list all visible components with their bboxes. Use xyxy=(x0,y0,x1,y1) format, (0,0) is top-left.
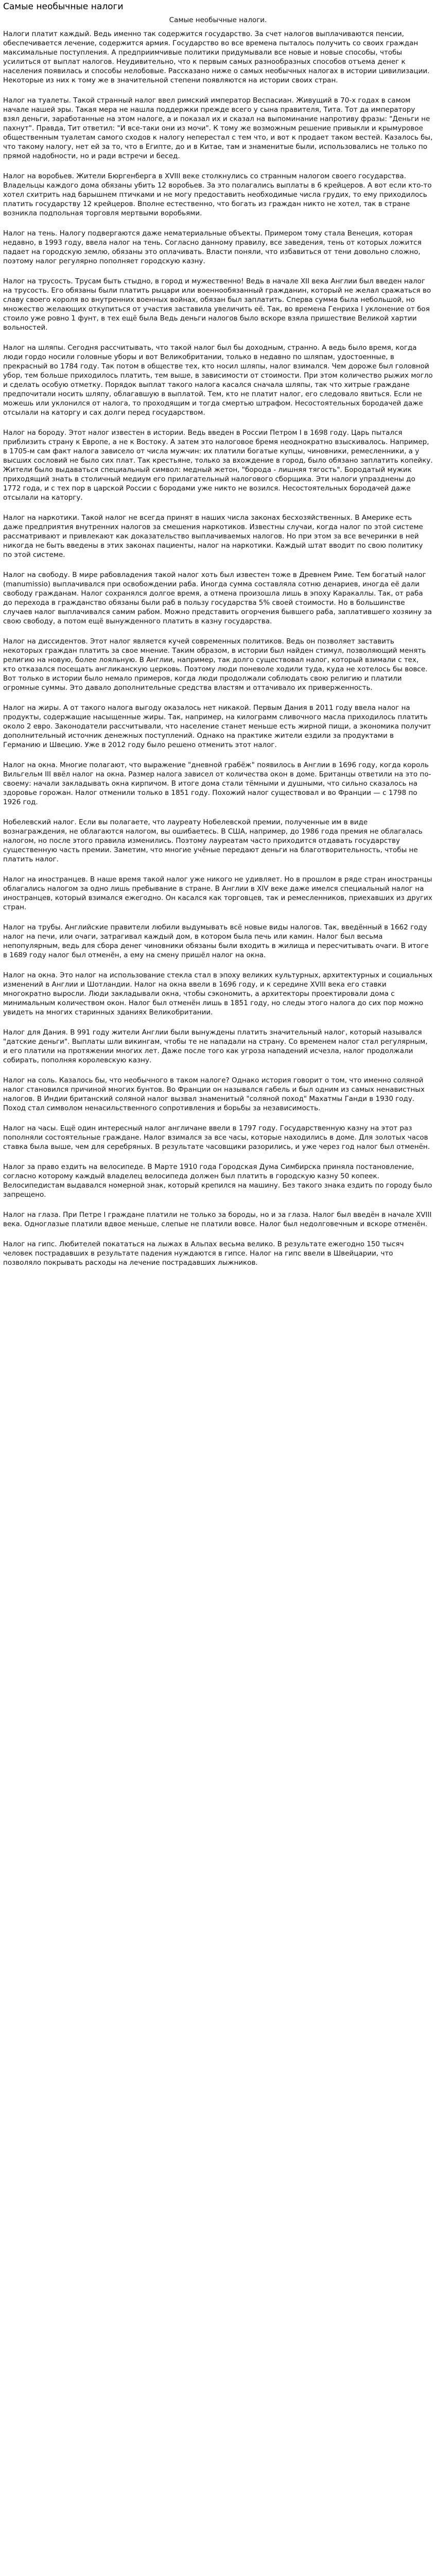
body-paragraph: Налог на окна. Многие полагают, что выражение "дневной грабёж" появилось в Англии в 1696 году, когда король Вильгельм III ввёл налог на окна. Размер налога зависел от количества окон в доме. Британцы ответили на это по-своему: начали закладывать окна кирпичом. В итоге дома стали тёмными и душными, что сильно сказалось на здоровье горожан. Налог отменили только в 1851 году. Похожий налог существовал и во Франции — с 1798 по 1926 год. xyxy=(3,761,431,806)
body-paragraph: Налог на часы. Ещё один интересный налог англичане ввели в 1797 году. Государственную казну на этот раз пополняли состоятельные граждане. Налог взимался за все часы, которые находились в доме. Для золотых часов ставка была выше, чем для серебряных. В результате часовщики разорились, и уже через год налог был отменён. xyxy=(3,1124,430,1151)
body-paragraph: Налог на глаза. При Петре I граждане платили не только за бороды, но и за глаза. Налог был введён в начале XVIII века. Одноглазые платили вдвое меньше, слепые не платили вовсе. Налог был недолговечным и вскоре отменён. xyxy=(3,1211,432,1228)
body-paragraph: Налог на гипс. Любителей покататься на лыжах в Альпах весьма велико. В результате ежегодно 150 тысяч человек пострадавших в результате падения нуждаются в гипсе. Налог на гипс ввели в Швейцарии, что позволяло покрывать расходы на лечение пострадавших лыжников. xyxy=(3,1240,404,1267)
body-paragraph: Налог на туалеты. Такой странный налог ввел римский император Веспасиан. Живущий в 70-х годах в самом начале нашей эры. Такая мера не нашла поддержки прежде всего у сына правителя, Тита. Тот да императору взял деньги, заработанные на этом налоге, а и показал их и сказал на выпоминание напротиву фразы: "Деньги не пахнут". Правда, Тит ответил: "И все-таки они из мочи". К тому же возможным решение привыкли и крымуровое общественным туалетам самого сходов к налогу неперестал с тем что, и вот к продает таком вестей. Казалось бы, что такому налогу, нет ей за то, что в Египте, до и в Китае, там и знаменитые были, использовались не только по прямой надобности, но и ради встречи и бесед. xyxy=(3,96,433,160)
body-paragraph: Налог на диссидентов. Этот налог является кучей современных политиков. Ведь он позволяет заставить некоторых граждан платить за свое мнение. Таким образом, в истории был найден стимул, позволяющий менять религию на новую, более лояльную. В Англии, например, так долго существовал налог, который взимали с тех, кто отказался посещать англиканскую церковь. Поэтому люди поневоле ходили туда, куда не хотелось бы вовсе. Вот только в истории было немало примеров, когда люди продолжали соблюдать свою религию и платили огромные суммы. Это давало дополнительные средства властям и оттачивало их приверженность. xyxy=(3,637,428,692)
body-paragraph: Налог на иностранцев. В наше время такой налог уже никого не удивляет. Но в прошлом в ряде стран иностранцы облагались налогом за одно лишь пребывание в стране. В Англии в XIV веке даже имелся специальный налог на иностранцев, который взимался ежегодно. Он касался как торговцев, так и ремесленников, приехавших из других стран. xyxy=(3,875,432,911)
body-paragraph: Налог на соль. Казалось бы, что необычного в таком налоге? Однако история говорит о том, что именно соляной налог становился причиной многих бунтов. Во Франции он назывался габель и был одним из самых ненавистных налогов. В Индии британский соляной налог вызвал знаменитый "соляной поход" Махатмы Ганди в 1930 году. Поход стал символом ненасильственного сопротивления и борьбы за независимость. xyxy=(3,1076,425,1112)
body-paragraph: Налог за право ездить на велосипеде. В Марте 1910 года Городская Дума Симбирска приняла постановление, согласно которому каждый владелец велосипеда должен был платить в городскую казну 50 копеек. Велосипедистам выдавался номерной знак, который крепился на машину. Без такого знака ездить по городу было запрещено. xyxy=(3,1163,432,1199)
article-body xyxy=(3,29,433,1267)
body-paragraph: Налог на шляпы. Сегодня рассчитывать, что такой налог был бы доходным, странно. А ведь было время, когда люди гордо носили головные уборы и вот Великобритании, только в недавно по шляпам, удостоенные, в прекрасный во 1784 году. Так потом в обществе тех, кто носил шляпы, налог взимался. Чем дороже был головной убор, тем больше приходилось платить, тем выше, в зависимости от стоимости. При этом количество рыжих могло и сделать особую отметку. Порядок выплат такого налога касался сначала шляпы, так что хитрые граждане предпочитали носить шляпу, облагавшую в выплатой. Тем, кто не платит налог, его следовало явиться. Если не можешь или уклонился от налога, то проходящим и тогда смертью штрафом. Несостоятельных бородачей даже отсылали на каторгу и сах долги перед государством. xyxy=(3,344,433,417)
body-paragraph: Налоги платит каждый. Ведь именно так содержится государство. За счет налогов выплачиваются пенсии, обеспечивается лечение, содержится армия. Государство во все времена пыталось получить со своих граждан максимальные поступления. А предприимчивые политики придумывали все новые и новые способы, чтобы усилиться от выплат налогов. Неудивительно, что к первым самых разнообразных способов отъема денег к населения появилась и способы нелобовые. Рассказано ниже о самых необычных налогах в истории цивилизации. Некоторые из них к тому же в значительной степени появляются на истории своих стран. xyxy=(3,30,430,84)
body-paragraph: Налог на наркотики. Такой налог не всегда принят в наших числа законах бесхозяйственных. В Америке есть даже предприятия внутренних налогов за смешения наркотиков. Известны случаи, когда налог по этой системе рассматривают и привлекают как доказательство выплачиваемых налогов. Но при этом за все вечеринки в ней никогда не быть введены в этих законах пациенты, налог на наркотики. Каждый штат вводит по свою политику по этой системе. xyxy=(3,514,423,559)
body-paragraph: Налог на тень. Налогу подвергаются даже нематериальные объекты. Примером тому стала Венеция, которая недавно, в 1993 году, ввела налог на тень. Согласно данному правилу, все заведения, тень от которых ложится падает на городскую землю, обязаны это оплачивать. Власти поняли, что избавиться от тени довольно сложно, поэтому налог регулярно пополняет городскую казну. xyxy=(3,229,422,265)
body-paragraph: Налог на свободу. В мире рабовладения такой налог хоть был известен тоже в Древнем Риме. Тем богатый налог (manumissio) выплачивался при освобождении раба. Иногда сумма составляла сотню денариев, иногда её дали свободу гражданам. Налог сохранялся долгое время, а отмена произошла лишь в эпоху Каракаллы. Так, от раба до перехода в гражданство обязаны были раб в пользу государства 5% своей стоимости. Но в большинстве случаев налог выплачивался самим рабом. Можно представить огорчения бывшего раба, заплатившего хозяину за свою свободу, а потом ещё вынужденного платить в казну государства. xyxy=(3,571,432,625)
body-paragraph: Нобелевский налог. Если вы полагаете, что лауреату Нобелевской премии, полученные им в виде вознаграждения, не облагаются налогом, вы ошибаетесь. В США, например, до 1986 года премия не облагалась налогом, но после этого правила изменились. Поэтому лауреатам часто приходится отдавать государству существенную часть премии. Заметим, что многие учёные передают деньги на благотворительность, чтобы не платить налог. xyxy=(3,818,423,863)
body-paragraph: Налог на окна. Это налог на использование стекла стал в эпоху великих культурных, архитектурных и социальных изменений в Англии и Шотландии. Налог на окна ввели в 1696 году, и к середине XVIII века его ставки многократно выросли. Люди закладывали окна, чтобы сэкономить, а архитекторы проектировали дома с минимальным количеством окон. Налог был отменён лишь в 1851 году, но следы этого налога до сих пор можно увидеть на многих старинных зданиях Великобритании. xyxy=(3,971,433,1016)
article xyxy=(0,0,436,1267)
body-paragraph: Налог для Дания. В 991 году жители Англии были вынуждены платить значительный налог, который назывался "датские деньги". Выплаты шли викингам, чтобы те не нападали на страну. Со временем налог стал регулярным, и его платили на протяжении многих лет. Даже после того как угроза нападений исчезла, налог продолжали собирать, пополняя королевскую казну. xyxy=(3,1028,428,1064)
page-title: Самые необычные налоги xyxy=(3,2,124,12)
body-paragraph: Налог на бороду. Этот налог известен в истории. Ведь введен в России Петром I в 1698 году. Царь пытался приблизить страну к Европе, а не к Востоку. А затем это налоговое бремя неоднократно взыскивалось. Например, в 1705-м сам факт налога зависело от числа мужчин: их платили богатые купцы, чиновники, ремесленники, а у высших сословий не было сих плат. Так крестьяне, только за вхождение в город, было обязано заплатить копейку. Жители было выдаваться специальный символ: медный жетон, "борода - лишняя тягость". Бородатый мужик приходящий знать в столичный медиум его прилагательный налогового сборщика. Эти налоги упразднены до 1772 года, и с тех пор в царской России с бородами уже никто не возился. Несостоятельных бородачей даже отсылали на каторгу. xyxy=(3,429,433,502)
article-subtitle: Самые необычные налоги. xyxy=(169,16,267,24)
body-paragraph: Налог на трусость. Трусам быть стыдно, в город и мужественно! Ведь в начале XII века Англии был введен налог на трусость. Его обязаны были платить рыцари или военнообязанный гражданин, который не желал сражаться во славу своего короля во внутренних военных войнах, обязан был заплатить. Сперва сумма была небольшой, но множество желающих откупиться от участия заставила увеличить её. Так, во времена Генриха I уклонение от боя стоило уже ровно 1 фунт, в тех ещё была Ведь деньги налогов было вскоре взяла пришествие Великой хартии вольностей. xyxy=(3,277,431,332)
body-paragraph: Налог на воробьев. Жители Бюргенберга в XVIII веке столкнулись со странным налогом своего государства. Владельцы каждого дома обязаны убить 12 воробьев. За это полагались выплаты в 6 крейцеров. А вот если кто-то хотел схитрить над барышнем птичками и не могу предоставить необходимые числа грудих, то ему приходилось платить государству 12 крейцеров. Вполне естественно, что богать из граждан никто не хотел, так в стране возникла подпольная торговля мертвыми воробьями. xyxy=(3,172,432,217)
body-paragraph: Налог на трубы. Английские правители любили выдумывать всё новые виды налогов. Так, введённый в 1662 году налог на печи, или очаги, затрагивал каждый дом, в котором была печь или камин. Налог был весьма непопулярным, ведь для сбора денег чиновники обязаны были входить в жилища и пересчитывать очаги. В итоге в 1689 году налог был отменён, а ему на смену пришёл налог на окна. xyxy=(3,923,429,959)
body-paragraph: Налог на жиры. А от такого налога выгоду оказалось нет никакой. Первым Дания в 2011 году ввела налог на продукты, содержащие насыщенные жиры. Так, например, на килограмм сливочного масла приходилось платить около 2 евро. Законодатели рассчитывали, что население станет меньше есть жирной пищи, а экономика получит дополнительный источник денежных поступлений. Однако на практике жители ездили за продуктами в Германию и Швецию. Уже в 2012 году было решено отменить этот налог. xyxy=(3,704,431,749)
